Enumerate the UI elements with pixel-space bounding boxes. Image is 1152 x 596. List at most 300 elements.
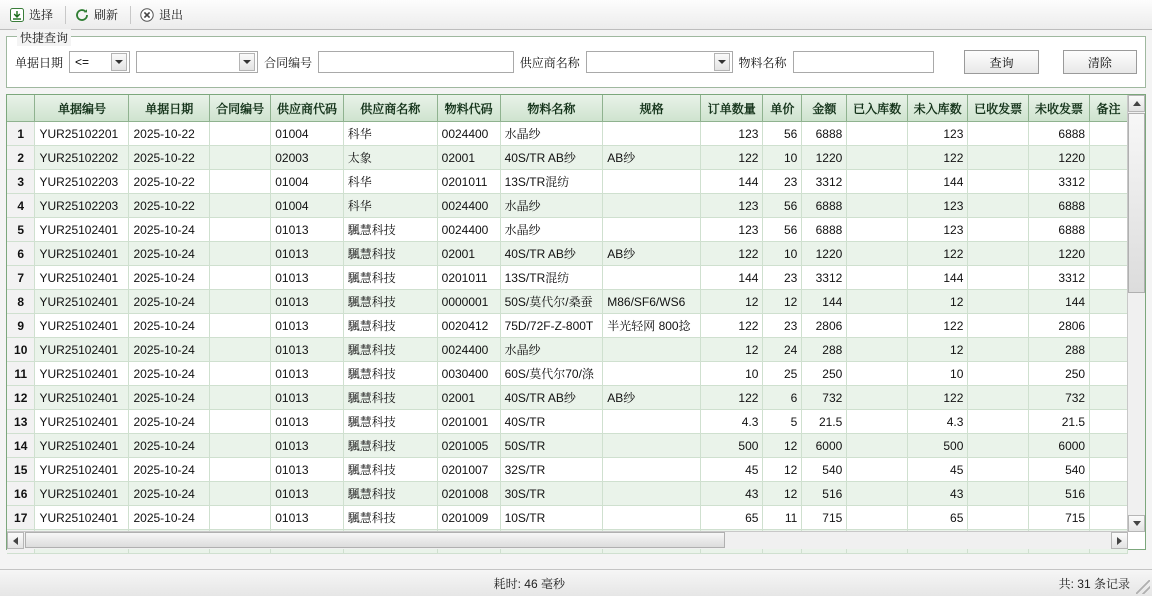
cell-supplier_code: 01013 [271,362,344,386]
cell-amount: 732 [802,386,847,410]
cell-invoiced [968,122,1029,146]
cell-rownum: 11 [7,362,35,386]
cell-doc_date: 2025-10-24 [129,266,210,290]
cell-contract_no [210,482,271,506]
cell-material_name: 10S/TR [500,506,603,530]
cell-remark [1090,386,1128,410]
cell-in_qty [847,170,908,194]
doc-date-label: 单据日期 [15,55,64,70]
cell-rownum: 5 [7,218,35,242]
cell-in_qty [847,290,908,314]
cell-rownum: 10 [7,338,35,362]
record-count-text: 共: 31 条记录 [1058,576,1130,591]
cell-remark [1090,338,1128,362]
quick-query-title: 快捷查询 [17,29,71,46]
chevron-down-icon[interactable] [714,53,730,71]
cell-not_in_qty: 122 [907,314,968,338]
vertical-scroll-thumb[interactable] [1128,113,1145,293]
cell-invoiced [968,338,1029,362]
cell-order_qty: 43 [701,482,763,506]
cell-supplier_code: 01004 [271,122,344,146]
cell-doc_no: YUR25102401 [35,362,129,386]
cell-order_qty: 500 [701,434,763,458]
cell-in_qty [847,338,908,362]
cell-not_invoiced: 6000 [1028,434,1089,458]
table-row[interactable] [7,410,1128,434]
clear-button[interactable] [1063,50,1137,74]
select-button[interactable] [4,2,62,27]
doc-date-operator-value: <= [75,55,90,69]
cell-remark [1090,482,1128,506]
cell-rownum: 8 [7,290,35,314]
column-header-in_qty[interactable]: 已入库数 [847,95,908,122]
cell-rownum: 2 [7,146,35,170]
table-row[interactable] [7,506,1128,530]
cell-not_invoiced: 1220 [1028,146,1089,170]
cell-material_name: 40S/TR AB纱 [500,242,603,266]
column-header-spec[interactable]: 规格 [603,95,701,122]
table-row[interactable] [7,338,1128,362]
cell-order_qty: 45 [701,458,763,482]
cell-invoiced [968,314,1029,338]
cell-spec: AB纱 [603,146,701,170]
table-row[interactable] [7,122,1128,146]
cell-in_qty [847,146,908,170]
download-select-icon [9,7,25,23]
cell-supplier_code: 01013 [271,506,344,530]
vertical-scrollbar[interactable] [1127,95,1145,532]
cell-material_code: 0030400 [437,362,500,386]
cell-material_code: 0201007 [437,458,500,482]
cell-rownum: 16 [7,482,35,506]
cell-material_code: 0201009 [437,506,500,530]
cell-amount: 6888 [802,194,847,218]
cell-remark [1090,218,1128,242]
cell-supplier_code: 02003 [271,146,344,170]
cell-supplier_name: 颿慧科技 [343,386,437,410]
cell-doc_no: YUR25102401 [35,386,129,410]
cell-not_invoiced: 288 [1028,338,1089,362]
supplier-name-label: 供应商名称 [519,55,580,70]
cell-not_invoiced: 715 [1028,506,1089,530]
cell-amount: 2806 [802,314,847,338]
table-row[interactable] [7,146,1128,170]
order-data-grid[interactable] [6,94,1146,550]
cell-contract_no [210,338,271,362]
cell-spec [603,338,701,362]
cell-supplier_name: 科华 [343,194,437,218]
cell-rownum: 13 [7,410,35,434]
cell-not_invoiced: 144 [1028,290,1089,314]
cell-rownum: 9 [7,314,35,338]
contract-no-input[interactable] [318,51,514,73]
cell-doc_date: 2025-10-24 [129,338,210,362]
cell-supplier_name: 颿慧科技 [343,506,437,530]
cell-doc_no: YUR25102401 [35,482,129,506]
cell-remark [1090,314,1128,338]
cell-remark [1090,122,1128,146]
cell-order_qty: 144 [701,170,763,194]
cell-doc_no: YUR25102202 [35,146,129,170]
quick-query-panel [6,31,1146,88]
cell-material_code: 0000001 [437,290,500,314]
cell-material_code: 0201011 [437,266,500,290]
cell-contract_no [210,242,271,266]
cell-invoiced [968,482,1029,506]
cell-price: 6 [763,386,802,410]
cell-contract_no [210,194,271,218]
cell-in_qty [847,122,908,146]
table-row[interactable] [7,362,1128,386]
cell-invoiced [968,362,1029,386]
column-header-contract_no[interactable]: 合同编号 [210,95,271,122]
cell-order_qty: 12 [701,338,763,362]
supplier-name-select[interactable] [586,51,733,73]
select-button-label: 选择 [29,8,54,22]
table-row[interactable] [7,266,1128,290]
order-table [7,95,1128,554]
cell-material_code: 0024400 [437,218,500,242]
exit-button[interactable] [134,2,192,27]
cell-doc_date: 2025-10-24 [129,506,210,530]
cell-supplier_code: 01013 [271,338,344,362]
cell-rownum: 17 [7,506,35,530]
cell-order_qty: 122 [701,386,763,410]
cell-remark [1090,290,1128,314]
cell-spec [603,410,701,434]
cell-supplier_name: 颿慧科技 [343,362,437,386]
cell-material_name: 水晶纱 [500,122,603,146]
cell-amount: 3312 [802,266,847,290]
cell-remark [1090,362,1128,386]
column-header-amount[interactable]: 金额 [802,95,847,122]
resize-grip[interactable] [1136,580,1150,594]
cell-supplier_name: 颿慧科技 [343,338,437,362]
cell-amount: 516 [802,482,847,506]
column-header-not_invoiced[interactable]: 未收发票 [1028,95,1089,122]
cell-doc_date: 2025-10-24 [129,434,210,458]
cell-supplier_code: 01013 [271,218,344,242]
cell-contract_no [210,314,271,338]
scroll-right-button[interactable] [1111,532,1128,549]
cell-in_qty [847,194,908,218]
cell-supplier_code: 01013 [271,458,344,482]
cell-material_name: 40S/TR [500,410,603,434]
cell-not_in_qty: 10 [907,362,968,386]
cell-not_in_qty: 65 [907,506,968,530]
cell-contract_no [210,290,271,314]
column-header-supplier_code[interactable]: 供应商代码 [271,95,344,122]
cell-spec [603,506,701,530]
toolbar-separator-1 [65,6,66,24]
cell-spec: 半光轻网 800捻 [603,314,701,338]
table-row[interactable] [7,194,1128,218]
grid-viewport [7,95,1128,532]
cell-material_code: 0201008 [437,482,500,506]
cell-not_invoiced: 732 [1028,386,1089,410]
cell-amount: 288 [802,338,847,362]
table-row[interactable] [7,170,1128,194]
cell-doc_no: YUR25102401 [35,338,129,362]
cell-spec [603,122,701,146]
cell-price: 23 [763,314,802,338]
cell-material_name: 60S/莫代尔70/涤 [500,362,603,386]
cell-not_in_qty: 43 [907,482,968,506]
cell-rownum: 12 [7,386,35,410]
order-table-head [7,95,1128,122]
cell-remark [1090,434,1128,458]
column-header-price[interactable]: 单价 [763,95,802,122]
cell-price: 12 [763,290,802,314]
cell-supplier_code: 01013 [271,386,344,410]
column-header-supplier_name[interactable]: 供应商名称 [343,95,437,122]
cell-material_name: 32S/TR [500,458,603,482]
table-row[interactable] [7,434,1128,458]
cell-order_qty: 12 [701,290,763,314]
cell-not_in_qty: 500 [907,434,968,458]
cell-contract_no [210,122,271,146]
cell-rownum: 1 [7,122,35,146]
cell-material_code: 02001 [437,386,500,410]
cell-spec [603,458,701,482]
horizontal-scrollbar[interactable] [7,531,1128,549]
cell-invoiced [968,506,1029,530]
cell-contract_no [210,362,271,386]
column-header-doc_date[interactable]: 单据日期 [129,95,210,122]
cell-order_qty: 144 [701,266,763,290]
cell-doc_no: YUR25102203 [35,194,129,218]
cell-not_invoiced: 250 [1028,362,1089,386]
column-header-rownum[interactable] [7,95,35,122]
cell-invoiced [968,290,1029,314]
cell-material_name: 水晶纱 [500,194,603,218]
cell-in_qty [847,434,908,458]
chevron-down-icon[interactable] [239,53,255,71]
cell-invoiced [968,410,1029,434]
cell-contract_no [210,506,271,530]
table-row[interactable] [7,314,1128,338]
contract-no-label: 合同编号 [264,55,313,70]
cell-amount: 1220 [802,146,847,170]
cell-material_name: 水晶纱 [500,218,603,242]
header-row [7,95,1128,122]
table-row[interactable] [7,386,1128,410]
scroll-left-button[interactable] [7,532,24,549]
cell-material_name: 75D/72F-Z-800T [500,314,603,338]
cell-not_in_qty: 123 [907,194,968,218]
cell-doc_no: YUR25102401 [35,314,129,338]
cell-supplier_name: 颿慧科技 [343,482,437,506]
cell-price: 25 [763,362,802,386]
cell-material_code: 0201011 [437,170,500,194]
cell-rownum: 4 [7,194,35,218]
scroll-up-button[interactable] [1128,95,1145,112]
cell-spec: AB纱 [603,386,701,410]
cell-supplier_name: 颿慧科技 [343,434,437,458]
cell-invoiced [968,386,1029,410]
cell-rownum: 14 [7,434,35,458]
cell-doc_date: 2025-10-24 [129,362,210,386]
horizontal-scroll-thumb[interactable] [25,532,725,548]
cell-doc_no: YUR25102401 [35,458,129,482]
cell-price: 23 [763,266,802,290]
scroll-down-button[interactable] [1128,515,1145,532]
cell-invoiced [968,434,1029,458]
cell-supplier_code: 01004 [271,170,344,194]
cell-amount: 540 [802,458,847,482]
cell-material_name: 13S/TR混纺 [500,170,603,194]
column-header-doc_no[interactable]: 单据编号 [35,95,129,122]
cell-amount: 250 [802,362,847,386]
cell-amount: 21.5 [802,410,847,434]
cell-supplier_code: 01013 [271,266,344,290]
cell-not_invoiced: 516 [1028,482,1089,506]
cell-material_code: 02001 [437,146,500,170]
cell-price: 10 [763,242,802,266]
cell-supplier_name: 颿慧科技 [343,410,437,434]
cell-in_qty [847,506,908,530]
cell-not_invoiced: 3312 [1028,266,1089,290]
cell-spec [603,194,701,218]
cell-doc_date: 2025-10-24 [129,314,210,338]
cell-material_name: 50S/TR [500,434,603,458]
cell-doc_no: YUR25102401 [35,434,129,458]
cell-amount: 6888 [802,122,847,146]
cell-order_qty: 10 [701,362,763,386]
cell-amount: 3312 [802,170,847,194]
cell-price: 10 [763,146,802,170]
cell-spec: AB纱 [603,242,701,266]
cell-price: 5 [763,410,802,434]
cell-in_qty [847,242,908,266]
status-bar [0,569,1152,596]
cell-material_code: 0024400 [437,338,500,362]
cell-supplier_code: 01013 [271,314,344,338]
exit-icon [139,7,155,23]
doc-date-operator-select[interactable] [69,51,130,73]
cell-doc_date: 2025-10-22 [129,122,210,146]
cell-price: 12 [763,458,802,482]
cell-contract_no [210,266,271,290]
cell-not_in_qty: 144 [907,170,968,194]
cell-spec: M86/SF6/WS6 [603,290,701,314]
cell-supplier_name: 颿慧科技 [343,266,437,290]
column-header-order_qty[interactable]: 订单数量 [701,95,763,122]
cell-remark [1090,506,1128,530]
cell-spec [603,266,701,290]
cell-remark [1090,458,1128,482]
cell-not_in_qty: 144 [907,266,968,290]
chevron-down-icon[interactable] [111,53,127,71]
cell-supplier_code: 01013 [271,242,344,266]
cell-rownum: 3 [7,170,35,194]
cell-not_in_qty: 45 [907,458,968,482]
refresh-button-label: 刷新 [94,8,119,22]
column-header-material_code[interactable]: 物料代码 [437,95,500,122]
material-name-input[interactable] [793,51,935,73]
exit-button-label: 退出 [159,8,184,22]
table-row[interactable] [7,458,1128,482]
cell-doc_no: YUR25102401 [35,266,129,290]
cell-doc_no: YUR25102401 [35,410,129,434]
cell-invoiced [968,458,1029,482]
column-header-invoiced[interactable]: 已收发票 [968,95,1029,122]
cell-doc_date: 2025-10-24 [129,458,210,482]
cell-doc_no: YUR25102201 [35,122,129,146]
cell-price: 56 [763,218,802,242]
cell-in_qty [847,410,908,434]
cell-price: 12 [763,434,802,458]
search-button-label: 查询 [989,55,1014,70]
table-row[interactable] [7,218,1128,242]
column-header-material_name[interactable]: 物料名称 [500,95,603,122]
cell-material_name: 40S/TR AB纱 [500,146,603,170]
cell-not_in_qty: 122 [907,146,968,170]
cell-in_qty [847,362,908,386]
cell-supplier_name: 颿慧科技 [343,218,437,242]
cell-in_qty [847,458,908,482]
cell-doc_date: 2025-10-24 [129,482,210,506]
doc-date-value-select[interactable] [136,51,258,73]
search-button[interactable] [964,50,1038,74]
table-row[interactable] [7,290,1128,314]
cell-contract_no [210,146,271,170]
cell-material_code: 0201001 [437,410,500,434]
cell-doc_date: 2025-10-22 [129,146,210,170]
table-row[interactable] [7,482,1128,506]
cell-price: 56 [763,194,802,218]
cell-remark [1090,194,1128,218]
cell-material_name: 30S/TR [500,482,603,506]
cell-price: 23 [763,170,802,194]
cell-spec [603,482,701,506]
cell-not_invoiced: 6888 [1028,218,1089,242]
toolbar-separator-2 [130,6,131,24]
cell-order_qty: 123 [701,194,763,218]
cell-contract_no [210,434,271,458]
cell-order_qty: 123 [701,218,763,242]
cell-doc_date: 2025-10-24 [129,242,210,266]
cell-remark [1090,266,1128,290]
cell-not_in_qty: 12 [907,338,968,362]
column-header-remark[interactable]: 备注 [1090,95,1128,122]
column-header-not_in_qty[interactable]: 未入库数 [907,95,968,122]
cell-supplier_name: 颿慧科技 [343,242,437,266]
refresh-button[interactable] [69,2,127,27]
cell-in_qty [847,386,908,410]
cell-material_code: 0024400 [437,122,500,146]
cell-order_qty: 122 [701,314,763,338]
cell-remark [1090,146,1128,170]
cell-not_invoiced: 540 [1028,458,1089,482]
cell-not_in_qty: 122 [907,242,968,266]
cell-in_qty [847,266,908,290]
cell-not_in_qty: 123 [907,218,968,242]
table-row[interactable] [7,242,1128,266]
cell-doc_date: 2025-10-22 [129,194,210,218]
cell-rownum: 15 [7,458,35,482]
cell-supplier_name: 颿慧科技 [343,290,437,314]
cell-doc_no: YUR25102401 [35,218,129,242]
cell-amount: 1220 [802,242,847,266]
cell-amount: 144 [802,290,847,314]
cell-spec [603,434,701,458]
cell-spec [603,170,701,194]
cell-invoiced [968,218,1029,242]
cell-not_invoiced: 21.5 [1028,410,1089,434]
cell-spec [603,362,701,386]
elapsed-time-text: 耗时: 46 毫秒 [493,576,565,591]
